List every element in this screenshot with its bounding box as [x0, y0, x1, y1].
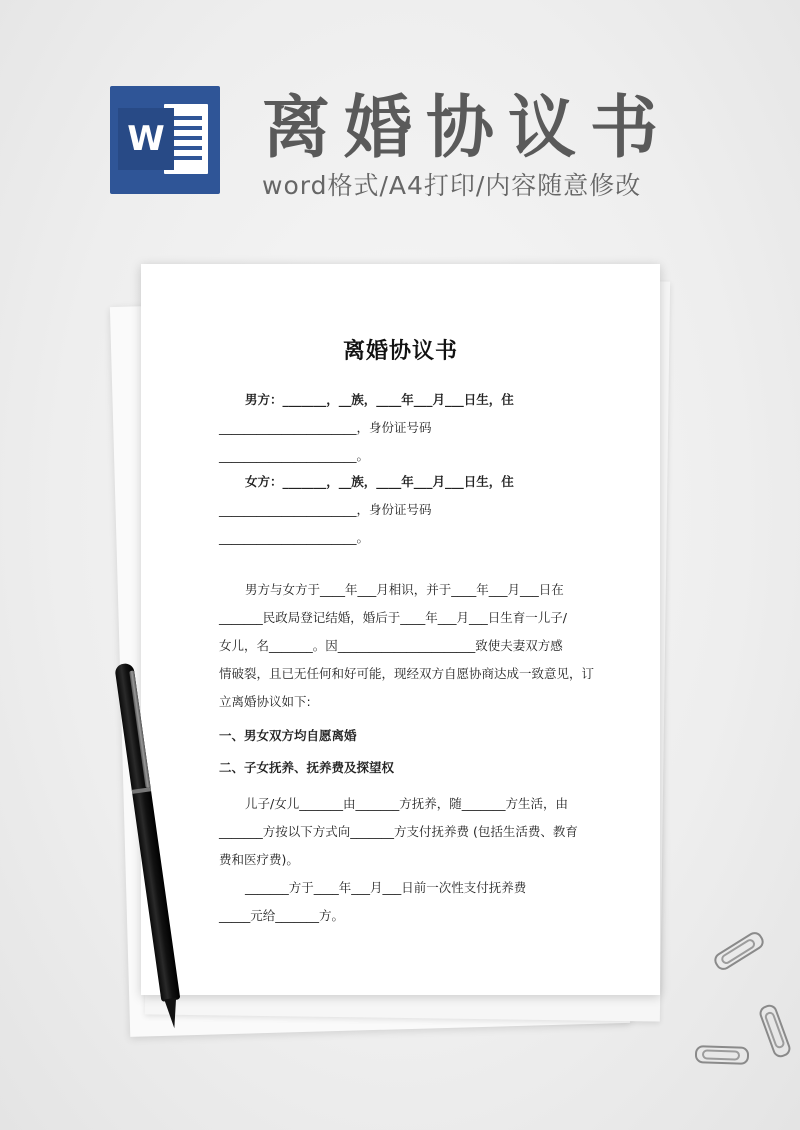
doc-section-heading: 一、男女双方均自愿离婚 [219, 728, 357, 743]
word-logo-letter: W [118, 108, 174, 170]
doc-line: ______________________。 [219, 530, 370, 545]
doc-line: 男方与女方于____年___月相识，并于____年___月___日在 [245, 582, 564, 597]
page-subtitle: word格式/A4打印/内容随意修改 [262, 171, 642, 200]
doc-line: ______________________，身份证号码 [219, 420, 432, 435]
doc-line: 费和医疗费)。 [219, 852, 299, 867]
doc-line: 女方：_______，__族，____年___月___日生，住 [245, 474, 514, 489]
paperclip-icon [757, 1003, 792, 1060]
document-page [141, 264, 660, 995]
doc-line: _______方按以下方式向_______方支付抚养费 (包括生活费、教育 [219, 824, 578, 839]
doc-section-heading: 二、子女抚养、抚养费及探望权 [219, 760, 395, 775]
word-logo-icon [110, 86, 220, 194]
doc-line: _______民政局登记结婚，婚后于____年___月___日生育一儿子/ [219, 610, 567, 625]
doc-line: 男方：_______，__族，____年___月___日生，住 [245, 392, 514, 407]
doc-line: 儿子/女儿_______由_______方抚养，随_______方生活，由 [245, 796, 568, 811]
doc-line: 女儿，名_______。因______________________致使夫妻双方感 [219, 638, 563, 653]
document-title: 离婚协议书 [342, 339, 458, 364]
doc-line: _______方于____年___月___日前一次性支付抚养费 [245, 880, 527, 895]
paperclip-icon [695, 1045, 750, 1065]
doc-line: _____元给_______方。 [219, 908, 345, 923]
paperclip-icon [711, 929, 766, 973]
doc-line: 立离婚协议如下: [219, 694, 311, 709]
doc-line: ______________________，身份证号码 [219, 502, 432, 517]
doc-line: 情破裂，且已无任何和好可能，现经双方自愿协商达成一致意见，订 [219, 666, 595, 681]
page-title: 离婚协议书 [262, 89, 673, 168]
doc-line: ______________________。 [219, 448, 370, 463]
